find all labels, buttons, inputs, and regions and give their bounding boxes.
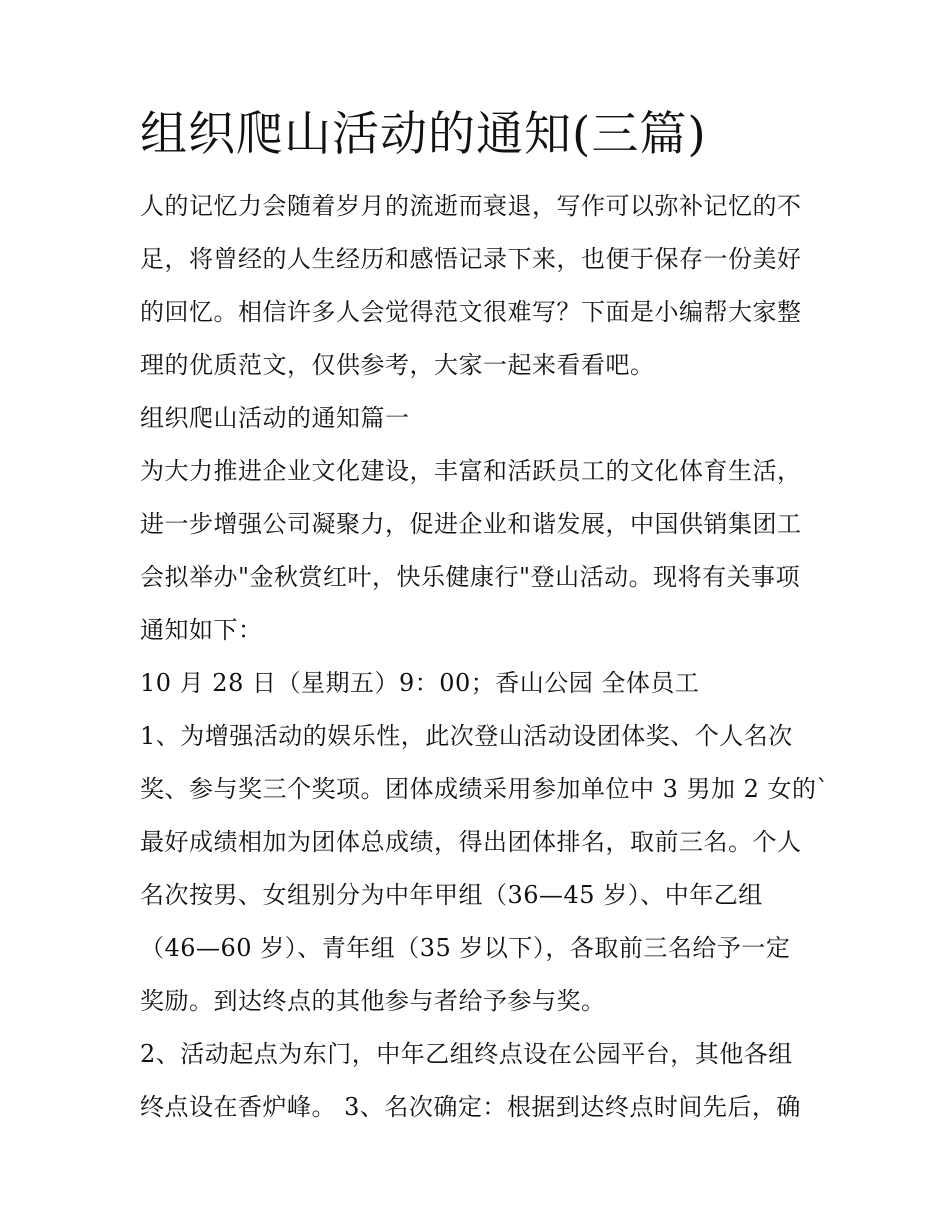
notice-line: 会拟举办"金秋赏红叶，快乐健康行"登山活动。现将有关事项 — [140, 563, 801, 592]
notice-line: 进一步增强公司凝聚力，促进企业和谐发展，中国供销集团工 — [140, 510, 802, 539]
intro-line: 足，将曾经的人生经历和感悟记录下来，也便于保存一份美好 — [140, 245, 802, 274]
item-1-line: 名次按男、女组别分为中年甲组（36—45 岁）、中年乙组 — [140, 881, 763, 910]
document-page — [140, 107, 830, 1134]
item-1-line: 最好成绩相加为团体总成绩，得出团体排名，取前三名。个人 — [140, 828, 802, 857]
item-2-line: 终点设在香炉峰。 3、名次确定：根据到达终点时间先后，确 — [140, 1093, 801, 1122]
intro-paragraph — [140, 180, 820, 392]
notice-paragraph — [140, 445, 820, 657]
item-1-line: （46—60 岁）、青年组（35 岁以下），各取前三名给予一定 — [140, 934, 791, 963]
intro-line: 人的记忆力会随着岁月的流逝而衰退，写作可以弥补记忆的不 — [140, 192, 802, 221]
item-1-paragraph — [140, 710, 830, 1028]
item-1-line: 奖、参与奖三个奖项。团体成绩采用参加单位中 3 男加 2 女的` — [140, 775, 830, 804]
notice-line: 为大力推进企业文化建设，丰富和活跃员工的文化体育生活， — [140, 457, 802, 486]
item-1-line: 1、为增强活动的娱乐性，此次登山活动设团体奖、个人名次 — [140, 722, 793, 751]
item-2-paragraph — [140, 1028, 820, 1134]
section-heading: 组织爬山活动的通知篇一 — [140, 404, 410, 433]
schedule-line: 10 月 28 日（星期五）9：00；香山公园 全体员工 — [140, 669, 700, 698]
intro-line: 理的优质范文，仅供参考，大家一起来看看吧。 — [140, 351, 655, 380]
notice-line: 通知如下： — [140, 616, 263, 645]
intro-line: 的回忆。相信许多人会觉得范文很难写？下面是小编帮大家整 — [140, 298, 802, 327]
item-1-line: 奖励。到达终点的其他参与者给予参与奖。 — [140, 987, 606, 1016]
document-title: 组织爬山活动的通知(三篇) — [140, 107, 707, 162]
item-2-line: 2、活动起点为东门，中年乙组终点设在公园平台，其他各组 — [140, 1040, 793, 1069]
